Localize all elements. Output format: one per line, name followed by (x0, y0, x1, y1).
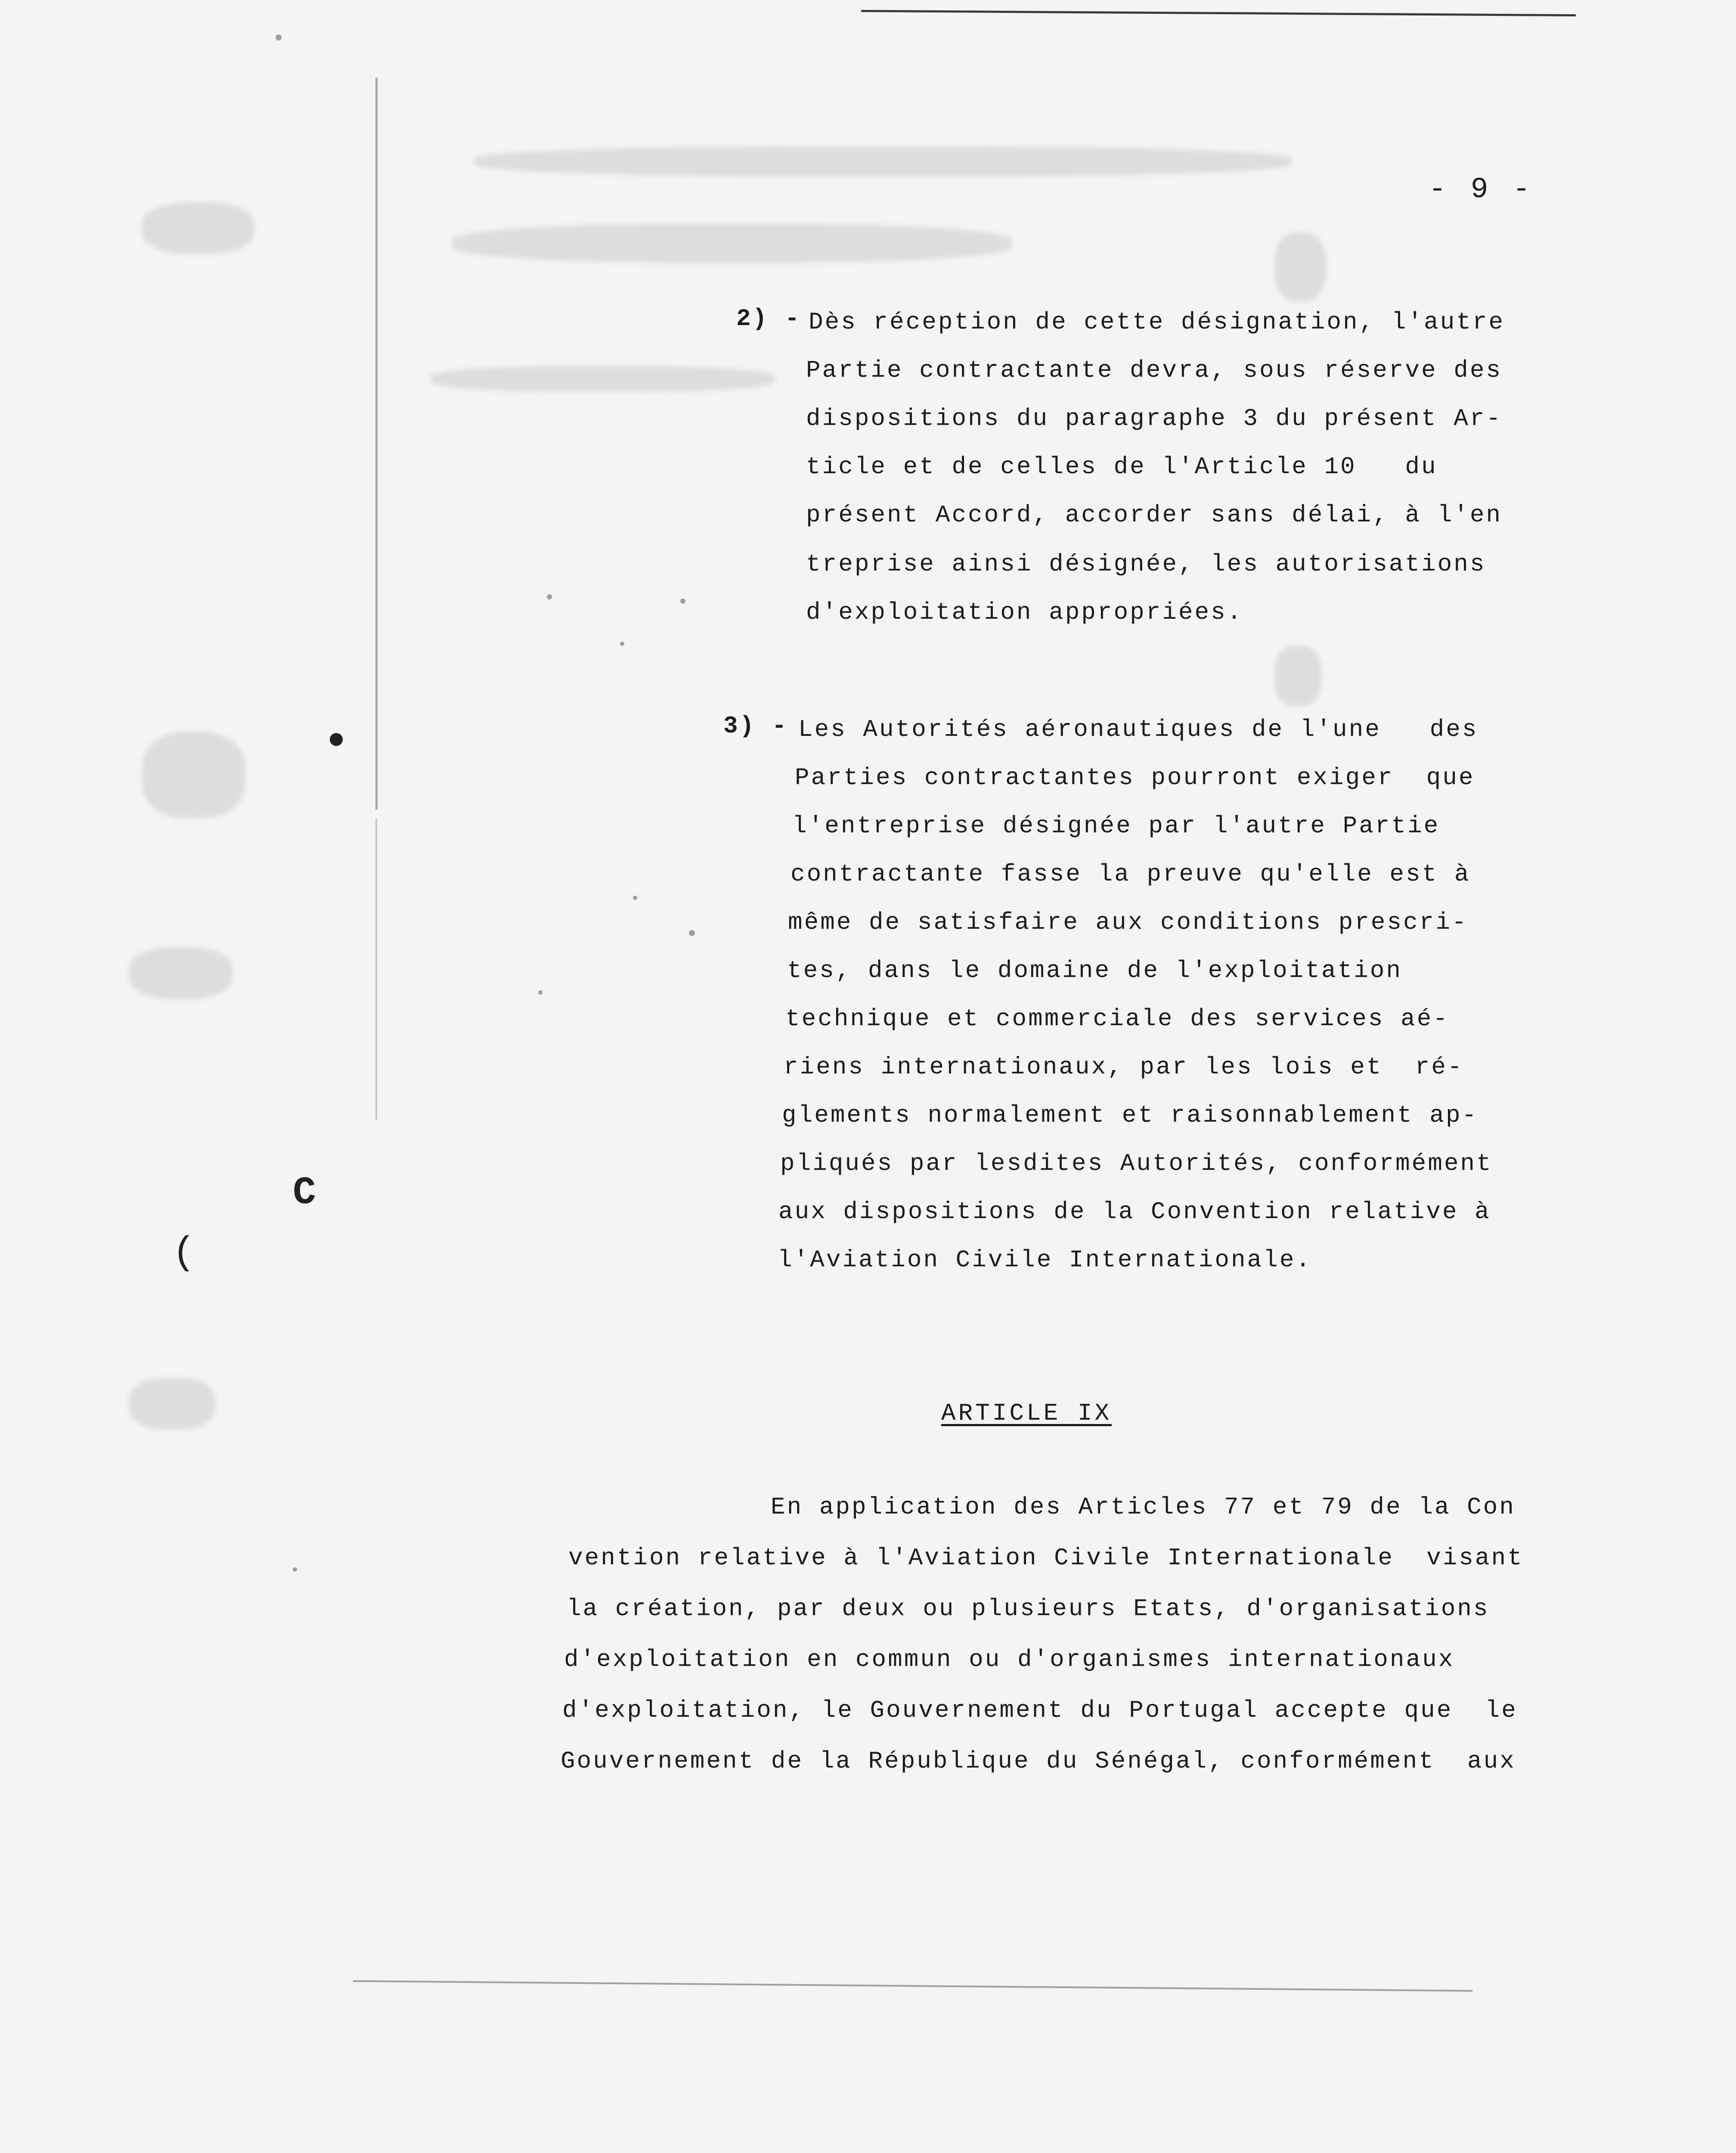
paragraph-3-line: l'entreprise désignée par l'autre Partie (792, 812, 1440, 840)
article-text-line: vention relative à l'Aviation Civile Internationale visant (568, 1544, 1524, 1572)
scan-noise (689, 930, 695, 936)
scan-noise (680, 599, 685, 604)
scan-noise (620, 642, 624, 646)
top-edge-shadow (861, 10, 1576, 16)
binding-mark (375, 818, 377, 1120)
paragraph-2-line: présent Accord, accorder sans délai, à l'en (806, 501, 1503, 529)
scan-noise (547, 594, 552, 599)
scan-noise (142, 732, 245, 818)
scan-noise (633, 896, 637, 900)
article-text-line: d'exploitation en commun ou d'organismes internationaux (564, 1646, 1455, 1673)
scan-noise (431, 366, 775, 392)
scan-noise (293, 1567, 297, 1572)
paragraph-3-label: 3) - (723, 712, 788, 740)
paragraph-3-line: Les Autorités aéronautiques de l'une des (798, 716, 1479, 743)
article-heading: ARTICLE IX (941, 1399, 1112, 1427)
binding-mark (375, 78, 378, 810)
bracket-mark: ( (172, 1232, 196, 1275)
page-number: - 9 - (1429, 173, 1534, 206)
article-text-line: la création, par deux ou plusieurs Etats, d'organisations (567, 1595, 1490, 1623)
paragraph-3-line: pliqués par lesdites Autorités, conformément (780, 1150, 1493, 1177)
paragraph-3-line: contractante fasse la preuve qu'elle est à (790, 860, 1471, 888)
paragraph-2-line: Dès réception de cette désignation, l'autre (809, 308, 1505, 336)
bottom-edge-shadow (353, 1980, 1472, 1992)
paragraph-2-line: treprise ainsi désignée, les autorisations (806, 550, 1486, 578)
paragraph-3-line: tes, dans le domaine de l'exploitation (787, 957, 1403, 984)
paragraph-3-line: même de satisfaire aux conditions prescri- (788, 909, 1468, 936)
scan-noise (1274, 646, 1322, 706)
paragraph-3-line: technique et commerciale des services aé- (785, 1005, 1449, 1033)
hole-punch-mark: C (293, 1171, 316, 1215)
paragraph-2-line: ticle et de celles de l'Article 10 du (806, 453, 1438, 481)
ink-blot: ● (327, 723, 346, 757)
scan-noise (452, 224, 1012, 263)
scan-noise (129, 1378, 215, 1430)
article-text-line: En application des Articles 77 et 79 de la Con (771, 1493, 1516, 1521)
scan-noise (276, 34, 282, 40)
article-text-line: Gouvernement de la République du Sénégal, conformément aux (561, 1747, 1516, 1775)
scan-noise (1274, 233, 1326, 301)
paragraph-3-line: l'Aviation Civile Internationale. (778, 1246, 1312, 1274)
scan-noise (129, 947, 232, 999)
paragraph-3-line: riens internationaux, par les lois et ré- (784, 1053, 1464, 1081)
paragraph-3-line: Parties contractantes pourront exiger que (795, 764, 1475, 791)
article-text-line: d'exploitation, le Gouvernement du Portugal accepte que le (562, 1697, 1518, 1724)
paragraph-2-line: d'exploitation appropriées. (806, 599, 1243, 626)
scan-noise (474, 146, 1292, 177)
paragraph-2-label: 2) - (736, 305, 801, 332)
paragraph-3-line: glements normalement et raisonnablement ap- (782, 1101, 1479, 1129)
paragraph-3-line: aux dispositions de la Convention relative à (778, 1198, 1491, 1225)
scan-noise (538, 990, 542, 995)
paragraph-2-line: dispositions du paragraphe 3 du présent Ar- (806, 405, 1503, 432)
scan-noise (142, 202, 254, 254)
paragraph-2-line: Partie contractante devra, sous réserve des (806, 357, 1503, 384)
